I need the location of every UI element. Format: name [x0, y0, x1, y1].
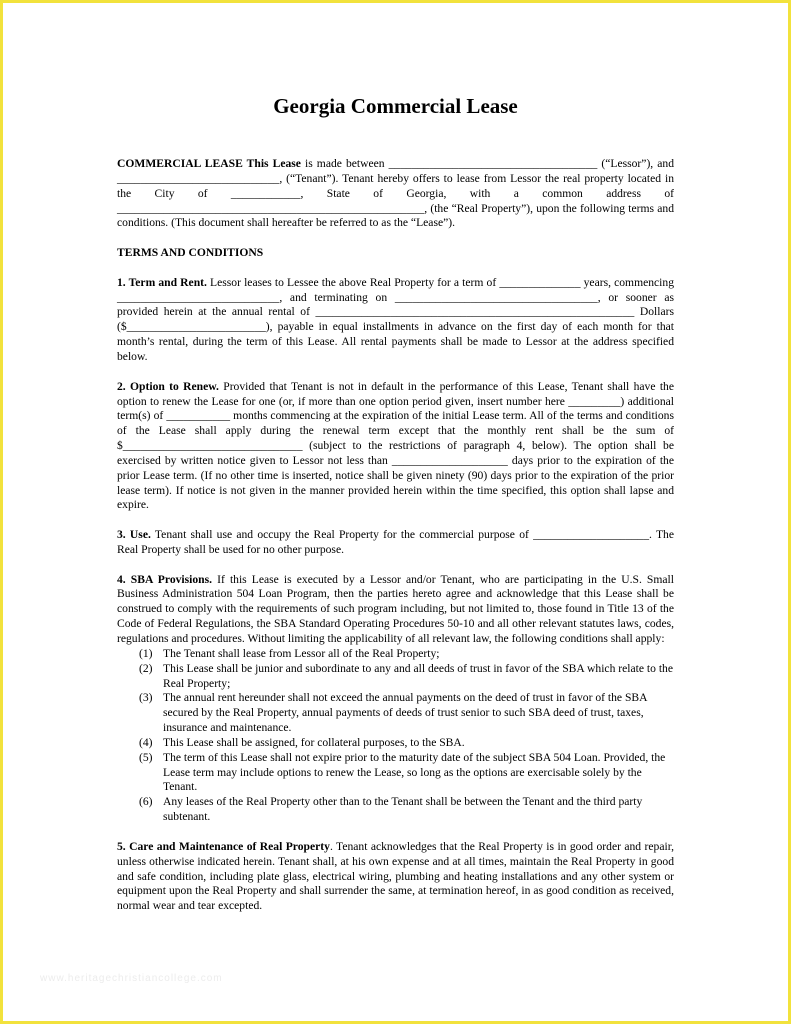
- list-text: This Lease shall be assigned, for collateral purposes, to the SBA.: [163, 735, 465, 749]
- list-item: [117, 691, 674, 736]
- list-item: [117, 751, 674, 796]
- list-text: The annual rent hereunder shall not exceed the annual payments on the deed of trust in favor of the SBA secured by the Real Property, annual payments of deeds of trust senior to such SBA deed of trust, taxes, insurance and maintenance.: [163, 691, 647, 735]
- section-text: Provided that Tenant is not in default in the performance of this Lease, Tenant shall have the option to renew the Lease for one (or, if more than one option period given, insert number here _________) additional term(s) of ___________ months commencing at the expiration of the initial Lease term. All of the terms and conditions of the Lease shall apply during the renewal term except that the monthly rent shall be the sum of $_______________________________ (subject to the restrictions of paragraph 4, below). The option shall be exercised by written notice given to Lessor not less than ____________________ days prior to the expiration of the prior Lease term. (If no other time is inserted, notice shall be given ninety (90) days prior to the expiration of the prior lease term). If notice is not given in the manner provided herein within the time specified, this option shall lapse and expire.: [117, 379, 674, 512]
- section-term-and-rent: [117, 276, 674, 365]
- list-item: [117, 647, 674, 662]
- list-number: (2): [139, 661, 153, 675]
- section-option-to-renew: [117, 380, 674, 514]
- section-care-and-maintenance: [117, 840, 674, 914]
- list-number: (1): [139, 646, 153, 660]
- section-text: Tenant shall use and occupy the Real Property for the commercial purpose of ____________________. The Real Property shall be used for no other purpose.: [117, 528, 674, 556]
- list-item: [117, 662, 674, 692]
- document-title: Georgia Commercial Lease: [273, 94, 518, 118]
- terms-heading: TERMS AND CONDITIONS: [117, 246, 264, 260]
- list-item: [117, 795, 674, 825]
- intro-text: is made between ____________________________________ (“Lessor”), and ____________________________, (“Tenant”). Tenant hereby offers to lease from Lessor the real property located in the City of ____________, State of Georgia, with a common address of _____________________________________________________, (the “Real Property”), upon the following terms and conditions. (This document shall hereafter be referred to as the “Lease”).: [117, 157, 674, 230]
- document-body: [117, 157, 674, 929]
- section-text: . Tenant acknowledges that the Real Property is in good order and repair, unless otherwise indicated herein. Tenant shall, at his own expense and at all times, maintain the Real Property in good and safe condition, including plate glass, electrical wiring, plumbing and heating installations and any other system or equipment upon the Real Property and shall surrender the same, at termination hereof, in as good condition as received, normal wear and tear excepted.: [117, 839, 674, 913]
- section-sba-provisions: [117, 573, 674, 647]
- intro-paragraph: [117, 157, 674, 231]
- list-text: The term of this Lease shall not expire prior to the maturity date of the subject SBA 504 Loan. Provided, the Lease term may include options to renew the Lease, so long as the options are exercisable solely by the Tenant.: [163, 750, 666, 794]
- section-lead: 2. Option to Renew.: [117, 379, 219, 393]
- sba-conditions-list: [117, 647, 674, 825]
- section-lead: 3. Use.: [117, 528, 151, 542]
- list-text: This Lease shall be junior and subordinate to any and all deeds of trust in favor of the SBA which relate to the Real Property;: [163, 661, 673, 690]
- section-lead: 5. Care and Maintenance of Real Property: [117, 839, 330, 853]
- section-text: If this Lease is executed by a Lessor and/or Tenant, who are participating in the U.S. Small Business Administration 504 Loan Program, then the parties hereto agree and acknowledge that this Lease shall be construed to comply with the requirements of such program including, but not limited to, those found in Title 13 of the Code of Federal Regulations, the SBA Standard Operating Procedures 50-10 and all other relevant statutes laws, codes, regulations and procedures. Without limiting the applicability of all relevant law, the following conditions shall apply:: [117, 572, 674, 645]
- section-use: [117, 528, 674, 558]
- section-text: Lessor leases to Lessee the above Real Property for a term of ______________ years, commencing ____________________________, and terminating on ___________________________________, or sooner as provided herein at the annual rental of _______________________________________________________ Dollars ($________________________), payable in equal installments in advance on the first day of each month for that month’s rental, during the term of this Lease. All rental payments shall be made to Lessor at the address specified below.: [117, 275, 674, 363]
- section-lead: 1. Term and Rent.: [117, 275, 207, 289]
- watermark: www.heritagechristiancollege.com: [40, 973, 223, 984]
- list-number: (4): [139, 735, 153, 749]
- section-lead: 4. SBA Provisions.: [117, 572, 213, 586]
- list-text: Any leases of the Real Property other than to the Tenant shall be between the Tenant and the third party subtenant.: [163, 795, 643, 824]
- intro-lead: COMMERCIAL LEASE This Lease: [117, 157, 301, 170]
- list-text: The Tenant shall lease from Lessor all of the Real Property;: [163, 646, 440, 660]
- list-number: (6): [139, 795, 153, 809]
- list-item: [117, 736, 674, 751]
- list-number: (5): [139, 750, 153, 764]
- list-number: (3): [139, 691, 153, 705]
